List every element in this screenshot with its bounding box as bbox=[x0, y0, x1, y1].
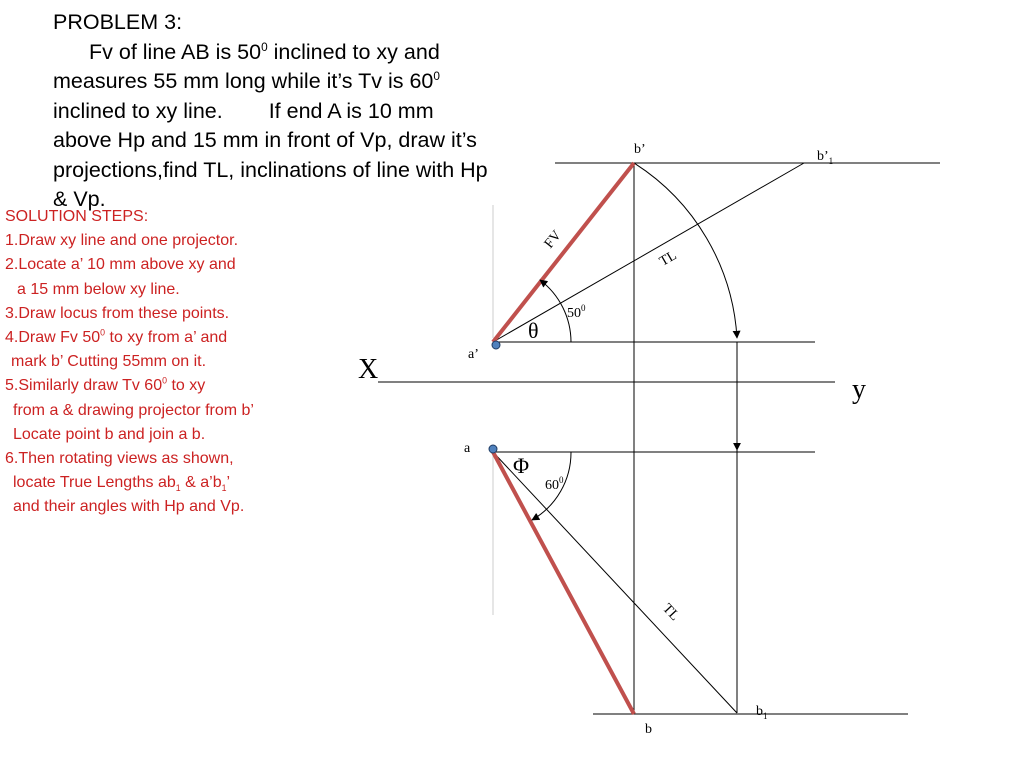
top-view-line bbox=[493, 452, 634, 714]
step-5a: 5.Similarly draw Tv $60^0$ to xy bbox=[5, 376, 206, 395]
label-theta: θ bbox=[528, 318, 539, 343]
point-a-prime bbox=[492, 341, 500, 349]
label-b1-prime: $b’_1$ bbox=[817, 149, 834, 166]
label-x: X bbox=[358, 354, 379, 385]
problem-line-6: & Vp. bbox=[53, 187, 106, 211]
true-length-plan bbox=[493, 452, 737, 713]
steps-heading: SOLUTION STEPS: bbox=[5, 208, 149, 225]
step-6a: 6.Then rotating views as shown, bbox=[5, 450, 234, 468]
point-a bbox=[489, 445, 497, 453]
step-4b: mark b’ Cutting 55mm on it. bbox=[11, 353, 207, 371]
angle-label-60: $60^0$ bbox=[545, 475, 564, 493]
label-tl-bottom: TL bbox=[659, 601, 682, 624]
rotation-arc bbox=[634, 163, 737, 338]
label-b: b bbox=[645, 722, 652, 737]
label-a-prime: a’ bbox=[468, 347, 479, 362]
label-b1: $b_1$ bbox=[756, 704, 768, 721]
step-2b: a 15 mm below xy line. bbox=[17, 280, 180, 298]
problem-heading: PROBLEM 3: bbox=[53, 10, 183, 34]
problem-line-1: Fv of line AB is $50^0$ inclined to xy and bbox=[89, 39, 440, 64]
label-fv: FV bbox=[541, 228, 565, 252]
step-5b: from a & drawing projector from b’ bbox=[13, 401, 254, 419]
label-tl-top: TL bbox=[657, 248, 680, 270]
step-5c: Locate point b and join a b. bbox=[13, 425, 206, 443]
angle-label-50: $50^0$ bbox=[567, 303, 586, 321]
label-phi: Φ bbox=[513, 453, 530, 478]
problem-line-5: projections,find TL, inclinations of line with Hp bbox=[53, 157, 488, 182]
front-view-line bbox=[493, 163, 634, 342]
step-2a: 2.Locate a’ 10 mm above xy and bbox=[5, 256, 236, 274]
true-length-elevation bbox=[493, 163, 804, 342]
label-b-prime: b’ bbox=[634, 142, 646, 157]
step-6b: locate True Lengths $ab_1$ & $a’b_1$’ bbox=[13, 474, 231, 494]
label-y: y bbox=[852, 374, 866, 405]
problem-line-2: measures 55 mm long while it’s Tv is $60^0$ bbox=[53, 68, 440, 93]
problem-line-4: above Hp and 15 mm in front of Vp, draw it’s bbox=[53, 128, 477, 152]
step-6c: and their angles with Hp and Vp. bbox=[13, 498, 245, 516]
step-1: 1.Draw xy line and one projector. bbox=[5, 232, 239, 250]
step-4a: 4.Draw Fv $50^0$ to xy from a’ and bbox=[5, 327, 228, 347]
label-a: a bbox=[464, 441, 471, 456]
step-3: 3.Draw locus from these points. bbox=[5, 304, 230, 322]
problem-line-3: inclined to xy line. If end A is 10 mm bbox=[53, 98, 434, 123]
